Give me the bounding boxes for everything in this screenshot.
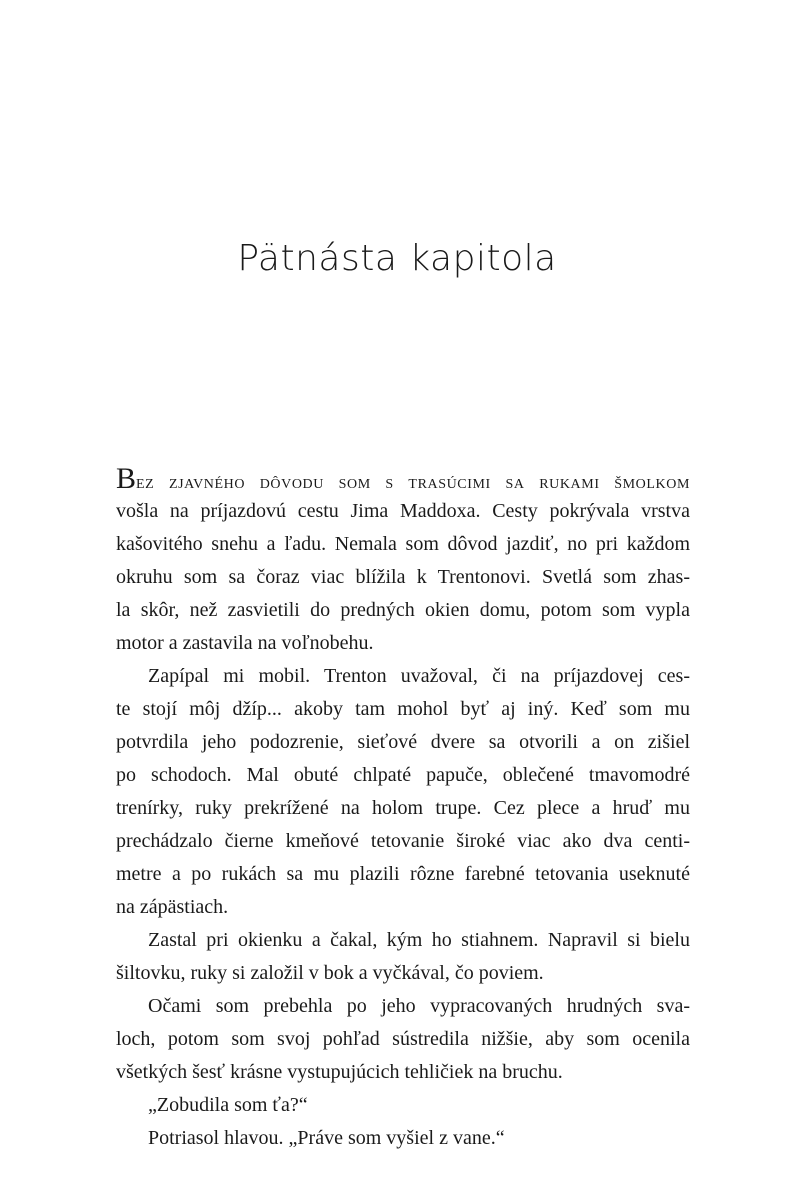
text-line: potvrdila jeho podozrenie, sieťové dvere sa otvorili a on zišiel	[116, 731, 690, 753]
text-line: trenírky, ruky prekrížené na holom trupe. Cez plece a hruď mu	[116, 797, 690, 819]
text-line: po schodoch. Mal obuté chlpaté papuče, oblečené tmavomodré	[116, 764, 690, 786]
text-line: motor a zastavila na voľnobehu.	[116, 632, 374, 654]
opening-small-caps: ez zjavného dôvodu som s trasúcimi sa rukami šmolkom	[136, 471, 690, 493]
drop-cap: B	[116, 462, 137, 495]
text-line: prechádzalo čierne kmeňové tetovanie široké viac ako dva centi-	[116, 830, 690, 852]
text-line: te stojí môj džíp... akoby tam mohol byť aj iný. Keď som mu	[116, 698, 690, 720]
text-line: Zapípal mi mobil. Trenton uvažoval, či na príjazdovej ces-	[148, 665, 690, 687]
text-line: Potriasol hlavou. „Práve som vyšiel z vane.“	[148, 1127, 505, 1149]
text-line: Zastal pri okienku a čakal, kým ho stiahnem. Napravil si bielu	[148, 929, 690, 951]
chapter-title: Pätnásta kapitola	[237, 238, 557, 279]
text-line: loch, potom som svoj pohľad sústredila nižšie, aby som ocenila	[116, 1028, 690, 1050]
text-line: na zápästiach.	[116, 896, 229, 918]
text-line: „Zobudila som ťa?“	[148, 1094, 308, 1116]
text-line: všetkých šesť krásne vystupujúcich tehličiek na bruchu.	[116, 1061, 563, 1083]
text-line: Očami som prebehla po jeho vypracovaných hrudných sva-	[148, 995, 690, 1017]
text-line: la skôr, než zasvietili do predných okien domu, potom som vypla	[116, 599, 690, 621]
opening-line	[116, 462, 690, 495]
text-line: okruhu som sa čoraz viac blížila k Trentonovi. Svetlá som zhas-	[116, 566, 690, 588]
text-line: vošla na príjazdovú cestu Jima Maddoxa. Cesty pokrývala vrstva	[116, 500, 690, 522]
text-line: metre a po rukách sa mu plazili rôzne farebné tetovania useknuté	[116, 863, 690, 885]
chapter-body	[116, 462, 690, 1155]
text-line: šiltovku, ruky si založil v bok a vyčkával, čo poviem.	[116, 962, 544, 984]
text-line: kašovitého snehu a ľadu. Nemala som dôvod jazdiť, no pri každom	[116, 533, 690, 555]
